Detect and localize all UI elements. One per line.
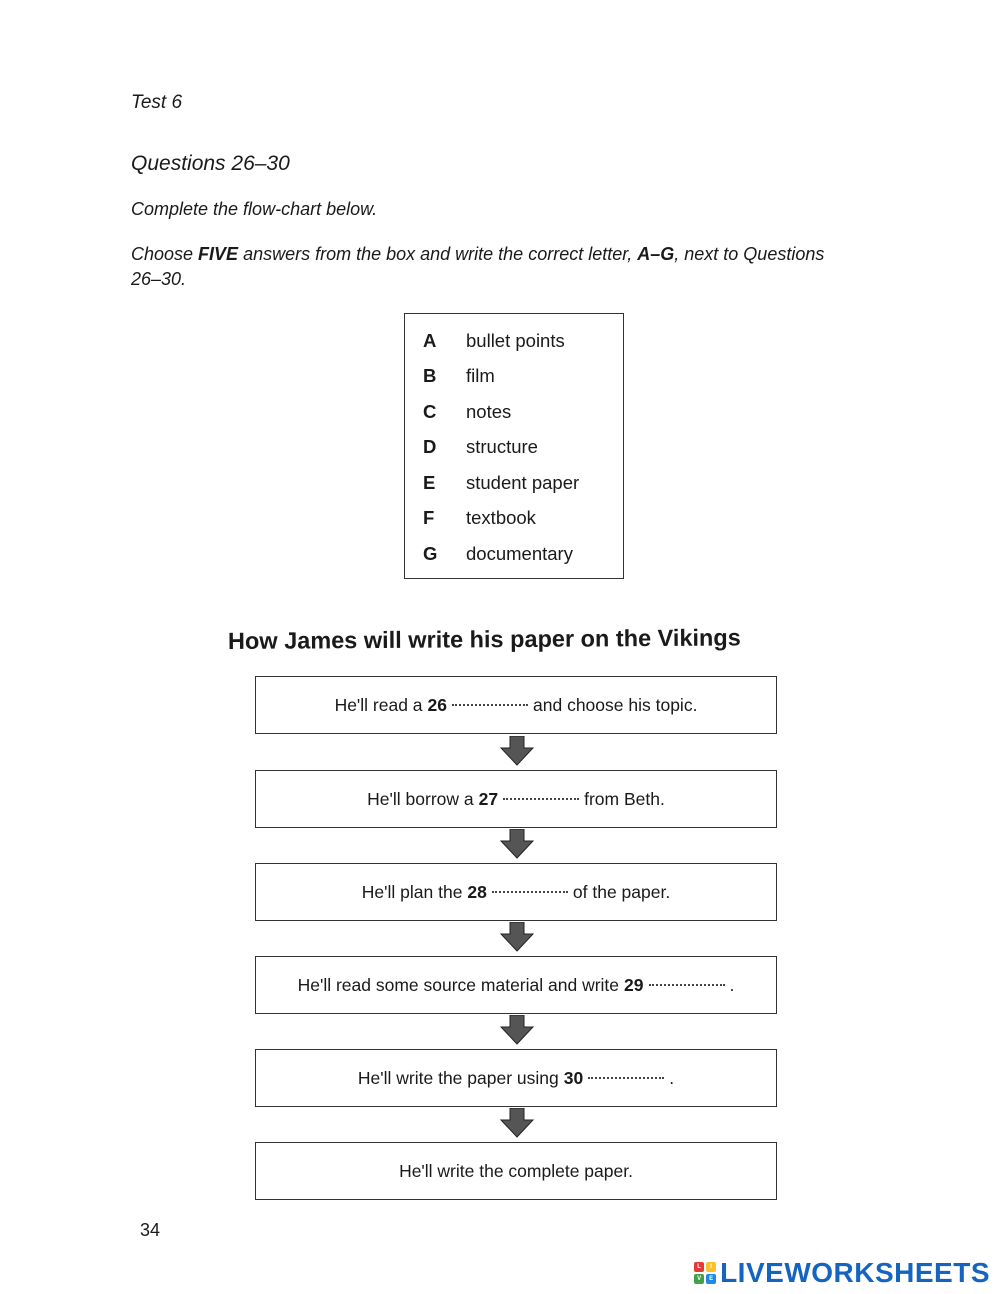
logo-grid-icon: L I V E — [694, 1262, 716, 1284]
step-text: of the paper. — [572, 881, 671, 902]
flow-step-27 — [255, 770, 777, 828]
question-number: 27 — [478, 788, 499, 809]
flow-step-final — [255, 1142, 777, 1200]
option-letter: D — [423, 436, 437, 457]
answer-blank[interactable] — [649, 984, 725, 986]
question-number: 29 — [624, 974, 644, 995]
step-text: He'll write the complete paper. — [399, 1160, 633, 1181]
down-arrow-icon — [500, 1108, 534, 1138]
flow-step-28 — [255, 863, 777, 921]
option-text: documentary — [466, 543, 573, 564]
instruction-choose: Choose FIVE answers from the box and write the correct letter, A–G, next to Questions 26–30. — [131, 244, 825, 289]
step-text: from Beth. — [584, 788, 665, 809]
option-letter: G — [423, 543, 438, 564]
step-text: He'll read a — [334, 694, 423, 715]
option-text: notes — [466, 401, 512, 422]
option-text: student paper — [466, 472, 580, 493]
down-arrow-icon — [500, 829, 534, 859]
flowchart-title: How James will write his paper on the Vikings — [227, 624, 741, 655]
brand-name: LIVEWORKSHEETS — [720, 1257, 990, 1288]
question-number: 28 — [467, 881, 487, 902]
liveworksheets-logo[interactable] — [694, 1257, 990, 1289]
step-text: . — [729, 974, 735, 995]
answer-blank[interactable] — [452, 704, 528, 706]
instruction-complete: Complete the flow-chart below. — [131, 199, 378, 219]
step-text: He'll read some source material and write — [297, 974, 620, 995]
answer-blank[interactable] — [492, 891, 568, 893]
test-label: Test 6 — [131, 92, 183, 113]
flow-step-29 — [255, 956, 777, 1014]
step-text: He'll write the paper using — [357, 1067, 559, 1088]
questions-range-heading: Questions 26–30 — [131, 152, 290, 175]
option-letter: F — [423, 507, 435, 528]
down-arrow-icon — [500, 736, 534, 766]
option-text: film — [466, 365, 495, 386]
option-letter: B — [423, 365, 437, 386]
option-letter: A — [423, 330, 437, 351]
question-number: 26 — [427, 694, 448, 715]
down-arrow-icon — [500, 1015, 534, 1045]
step-text: He'll borrow a — [367, 788, 474, 809]
options-box — [404, 313, 624, 579]
down-arrow-icon — [500, 922, 534, 952]
option-letter: C — [423, 401, 437, 422]
flow-step-30 — [255, 1049, 777, 1107]
option-text: bullet points — [466, 330, 565, 351]
option-text: textbook — [466, 507, 536, 528]
answer-blank[interactable] — [503, 798, 579, 800]
step-text: He'll plan the — [361, 881, 463, 902]
option-letter: E — [423, 472, 436, 493]
answer-blank[interactable] — [588, 1077, 664, 1079]
question-number: 30 — [563, 1067, 584, 1088]
flow-step-26 — [255, 676, 777, 734]
option-text: structure — [466, 436, 538, 457]
step-text: . — [669, 1067, 675, 1088]
page-number: 34 — [140, 1220, 161, 1240]
step-text: and choose his topic. — [533, 694, 698, 715]
